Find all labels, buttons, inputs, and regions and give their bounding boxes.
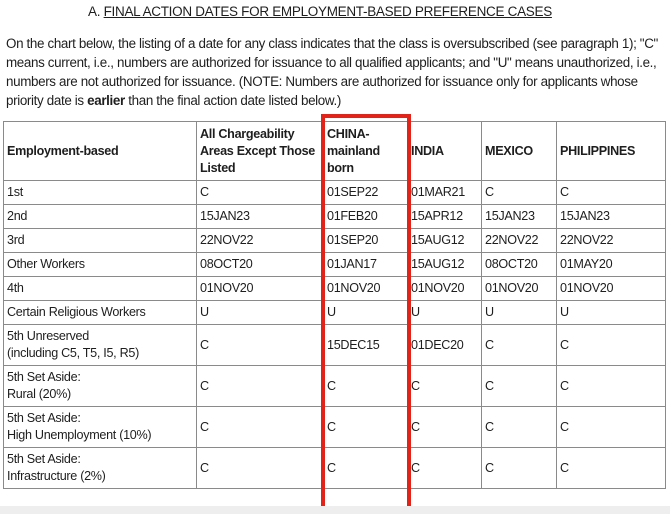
cell-china: 01FEB20 <box>324 205 408 229</box>
intro-text-1: On the chart below, the listing of a date for any class indicates that the class is oversubscribed (see paragraph 1); "C" means current, i.e., numbers are authorized for issuance to all qualified applicants; and "U" means unauthorized, i.e., numbers are not authorized for issuance. (NOTE: Numbers are authorized for issuance only for applicants whose priority date is <box>6 36 658 108</box>
cell-india: U <box>408 301 482 325</box>
row-category-line2: Rural (20%) <box>7 387 71 401</box>
cell-india: C <box>408 407 482 448</box>
cell-china: C <box>324 448 408 489</box>
cell-mexico: C <box>482 325 557 366</box>
page-bottom-edge <box>0 506 670 514</box>
section-title: FINAL ACTION DATES FOR EMPLOYMENT-BASED PREFERENCE CASES <box>103 4 552 19</box>
row-category-line2: Infrastructure (2%) <box>7 469 106 483</box>
cell-all: 01NOV20 <box>197 277 324 301</box>
row-category: 4th <box>4 277 197 301</box>
cell-mexico: C <box>482 407 557 448</box>
intro-bold-word: earlier <box>87 93 125 108</box>
table-row <box>4 301 666 325</box>
cell-mexico: 08OCT20 <box>482 253 557 277</box>
cell-mexico: 15JAN23 <box>482 205 557 229</box>
table-row <box>4 277 666 301</box>
cell-mexico: C <box>482 448 557 489</box>
cell-all: C <box>197 448 324 489</box>
cell-mexico: 22NOV22 <box>482 229 557 253</box>
row-category: 2nd <box>4 205 197 229</box>
intro-paragraph <box>6 34 666 110</box>
cell-philippines: 15JAN23 <box>557 205 666 229</box>
cell-philippines: C <box>557 448 666 489</box>
cell-mexico: C <box>482 181 557 205</box>
cell-all: 22NOV22 <box>197 229 324 253</box>
section-heading <box>88 4 552 19</box>
section-letter: A. <box>88 4 101 19</box>
cell-philippines: 01NOV20 <box>557 277 666 301</box>
cell-all: 15JAN23 <box>197 205 324 229</box>
table-row <box>4 205 666 229</box>
cell-india: C <box>408 366 482 407</box>
table-row <box>4 325 666 366</box>
cell-china: 15DEC15 <box>324 325 408 366</box>
row-category-line1: 5th Unreserved <box>7 329 89 343</box>
cell-india: 15APR12 <box>408 205 482 229</box>
cell-philippines: C <box>557 181 666 205</box>
row-category <box>4 407 197 448</box>
cell-india: 01MAR21 <box>408 181 482 205</box>
cell-philippines: C <box>557 325 666 366</box>
row-category: Certain Religious Workers <box>4 301 197 325</box>
cell-china: C <box>324 407 408 448</box>
row-category-line1: 5th Set Aside: <box>7 452 81 466</box>
cell-mexico: C <box>482 366 557 407</box>
table-row <box>4 229 666 253</box>
cell-mexico: U <box>482 301 557 325</box>
cell-india: 15AUG12 <box>408 229 482 253</box>
row-category <box>4 325 197 366</box>
cell-india: C <box>408 448 482 489</box>
cell-china: 01SEP20 <box>324 229 408 253</box>
cell-china: 01JAN17 <box>324 253 408 277</box>
cell-india: 01NOV20 <box>408 277 482 301</box>
cell-mexico: 01NOV20 <box>482 277 557 301</box>
cell-all: C <box>197 366 324 407</box>
header-all-chargeability: All Chargeability Areas Except Those Listed <box>197 122 324 181</box>
cell-china: C <box>324 366 408 407</box>
cell-philippines: 01MAY20 <box>557 253 666 277</box>
final-action-dates-table <box>3 121 666 489</box>
row-category <box>4 366 197 407</box>
table-row <box>4 181 666 205</box>
cell-india: 15AUG12 <box>408 253 482 277</box>
table-row <box>4 366 666 407</box>
header-china-mainland: CHINA-mainland born <box>324 122 408 181</box>
row-category <box>4 448 197 489</box>
header-india: INDIA <box>408 122 482 181</box>
row-category: Other Workers <box>4 253 197 277</box>
row-category: 1st <box>4 181 197 205</box>
header-mexico: MEXICO <box>482 122 557 181</box>
cell-philippines: U <box>557 301 666 325</box>
cell-all: U <box>197 301 324 325</box>
row-category-line1: 5th Set Aside: <box>7 411 81 425</box>
table-header-row <box>4 122 666 181</box>
cell-all: C <box>197 407 324 448</box>
cell-china: U <box>324 301 408 325</box>
cell-india: 01DEC20 <box>408 325 482 366</box>
row-category-line2: High Unemployment (10%) <box>7 428 152 442</box>
row-category: 3rd <box>4 229 197 253</box>
table-row <box>4 448 666 489</box>
cell-china: 01NOV20 <box>324 277 408 301</box>
cell-china: 01SEP22 <box>324 181 408 205</box>
table-row <box>4 253 666 277</box>
header-employment-based: Employment-based <box>4 122 197 181</box>
header-philippines: PHILIPPINES <box>557 122 666 181</box>
table-row <box>4 407 666 448</box>
cell-philippines: 22NOV22 <box>557 229 666 253</box>
cell-philippines: C <box>557 407 666 448</box>
cell-all: C <box>197 181 324 205</box>
intro-text-2: than the final action date listed below.) <box>124 93 341 108</box>
cell-philippines: C <box>557 366 666 407</box>
row-category-line1: 5th Set Aside: <box>7 370 81 384</box>
row-category-line2: (including C5, T5, I5, R5) <box>7 346 139 360</box>
cell-all: 08OCT20 <box>197 253 324 277</box>
cell-all: C <box>197 325 324 366</box>
